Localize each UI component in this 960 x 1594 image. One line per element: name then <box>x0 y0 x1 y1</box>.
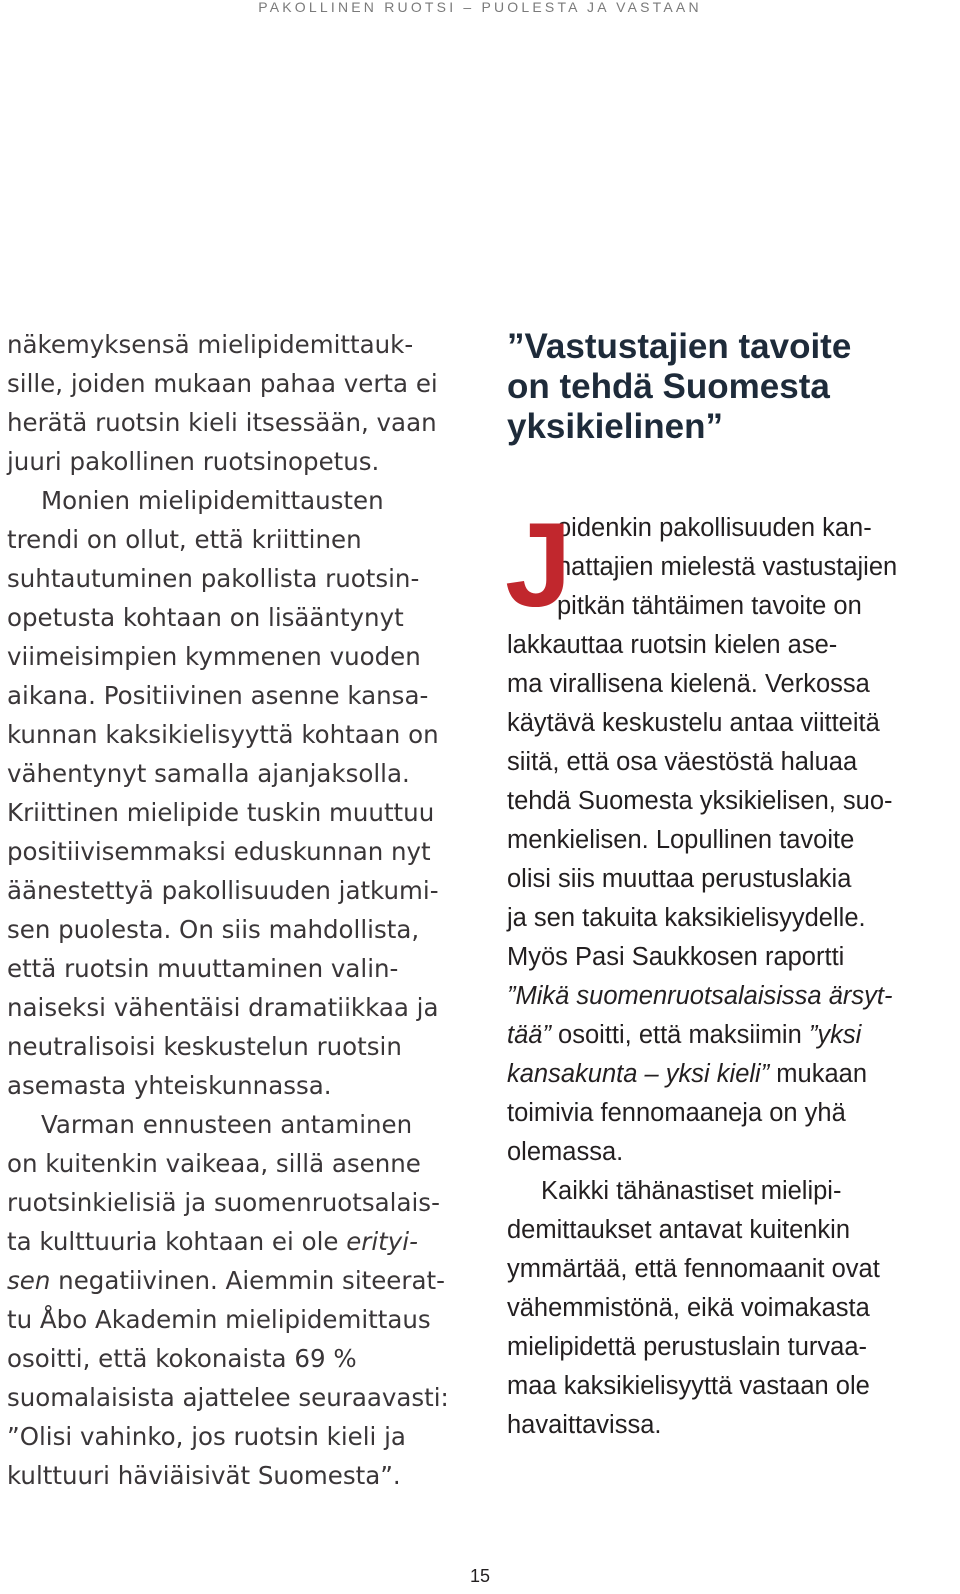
text-line: kulttuuri häviäisivät Suomesta”. <box>7 1461 401 1490</box>
text-line: mielipidettä perustuslain turvaa- <box>507 1333 868 1361</box>
text-line: Myös Pasi Saukkosen raportti <box>507 943 845 971</box>
text-line: sille, joiden mukaan pahaa verta ei <box>7 369 438 398</box>
text-line: naiseksi vähentäisi dramatiikkaa ja <box>7 993 439 1022</box>
text-line-mixed <box>507 1016 957 1055</box>
italic-text: kansakunta – yksi kieli” <box>507 1060 770 1088</box>
right-column-text <box>505 498 957 1445</box>
text-line: toimivia fennomaaneja on yhä <box>507 1099 846 1127</box>
text-line: vähemmistönä, eikä voimakasta <box>507 1294 870 1322</box>
text-line: että ruotsin muuttaminen valin- <box>7 954 399 983</box>
left-column <box>7 325 459 1495</box>
text-segment: negatiivinen. Aiemmin siteerat- <box>50 1266 445 1295</box>
dropcap-paragraph-start <box>505 498 957 632</box>
text-line: menkielisen. Lopullinen tavoite <box>507 826 855 854</box>
text-line: Kriittinen mielipide tuskin muuttuu <box>7 798 435 827</box>
heading-line: on tehdä Suomesta <box>507 367 830 406</box>
text-line-mixed <box>507 1055 957 1094</box>
text-line: positiivisemmaksi eduskunnan nyt <box>7 837 431 866</box>
text-line: suomalaisista ajattelee seuraavasti: <box>7 1383 449 1412</box>
text-line: olemassa. <box>507 1138 624 1166</box>
text-line: maa kaksikielisyyttä vastaan ole <box>507 1372 870 1400</box>
text-line: kunnan kaksikielisyyttä kohtaan on <box>7 720 439 749</box>
text-line: lakkauttaa ruotsin kielen ase- <box>507 631 838 659</box>
italic-text: sen <box>7 1266 51 1295</box>
text-segment: mukaan <box>769 1060 868 1088</box>
text-line: tehdä Suomesta yksikielisen, suo- <box>507 787 893 815</box>
text-line: käytävä keskustelu antaa viitteitä <box>507 709 880 737</box>
italic-text: ”Mikä suomenruotsalaisissa ärsyt- <box>507 982 893 1010</box>
text-line: trendi on ollut, että kriittinen <box>7 525 362 554</box>
text-line: suhtautuminen pakollista ruotsin- <box>7 564 420 593</box>
text-line-mixed <box>7 1222 459 1261</box>
text-line: opetusta kohtaan on lisääntynyt <box>7 603 404 632</box>
text-segment: osoitti, että maksiimin <box>550 1021 809 1049</box>
text-line: neutralisoisi keskustelun ruotsin <box>7 1032 402 1061</box>
left-column-text <box>7 325 459 1495</box>
heading-line: yksikielinen” <box>507 407 723 446</box>
text-line: demittaukset antavat kuitenkin <box>507 1216 851 1244</box>
text-line: näkemyksensä mielipidemittauk- <box>7 330 414 359</box>
text-line: oidenkin pakollisuuden kan- <box>557 514 872 542</box>
text-line-italic <box>507 977 957 1016</box>
section-heading <box>507 325 957 447</box>
text-line: havaittavissa. <box>507 1411 662 1439</box>
text-line: aikana. Positiivinen asenne kansa- <box>7 681 429 710</box>
running-header: PAKOLLINEN RUOTSI – PUOLESTA JA VASTAAN <box>258 0 702 15</box>
text-line: ”Olisi vahinko, jos ruotsin kieli ja <box>7 1422 406 1451</box>
text-line-mixed <box>7 1261 459 1300</box>
italic-text: tää” <box>507 1021 551 1049</box>
italic-text: erityi- <box>346 1227 418 1256</box>
text-line: ja sen takuita kaksikielisyydelle. <box>507 904 866 932</box>
text-line: juuri pakollinen ruotsinopetus. <box>7 447 380 476</box>
text-line: Kaikki tähänastiset mielipi- <box>541 1177 842 1205</box>
page-number: 15 <box>469 1566 491 1586</box>
text-line: osoitti, että kokonaista 69 % <box>7 1344 357 1373</box>
text-line: äänestettyä pakollisuuden jatkumi- <box>7 876 439 905</box>
text-line: ymmärtää, että fennomaanit ovat <box>507 1255 880 1283</box>
italic-text: ”yksi <box>808 1021 862 1049</box>
text-line: sen puolesta. On siis mahdollista, <box>7 915 420 944</box>
text-line: vähentynyt samalla ajanjaksolla. <box>7 759 410 788</box>
right-column <box>507 325 957 1445</box>
text-segment: ta kulttuuria kohtaan ei ole <box>7 1227 347 1256</box>
text-line: viimeisimpien kymmenen vuoden <box>7 642 421 671</box>
text-line: nattajien mielestä vastustajien <box>557 553 898 581</box>
drop-cap: J <box>505 498 572 632</box>
text-line: tu Åbo Akademin mielipidemittaus <box>7 1305 431 1334</box>
text-line: Varman ennusteen antaminen <box>41 1110 413 1139</box>
text-line: olisi siis muuttaa perustuslakia <box>507 865 852 893</box>
text-line: ruotsinkielisiä ja suomenruotsalais- <box>7 1188 440 1217</box>
text-line: herätä ruotsin kieli itsessään, vaan <box>7 408 437 437</box>
text-line: on kuitenkin vaikeaa, sillä asenne <box>7 1149 421 1178</box>
text-line: asemasta yhteiskunnassa. <box>7 1071 332 1100</box>
heading-line: ”Vastustajien tavoite <box>507 327 852 366</box>
text-line: pitkän tähtäimen tavoite on <box>557 592 862 620</box>
text-line: ma virallisena kielenä. Verkossa <box>507 670 870 698</box>
text-line: siitä, että osa väestöstä haluaa <box>507 748 858 776</box>
text-line: Monien mielipidemittausten <box>41 486 384 515</box>
